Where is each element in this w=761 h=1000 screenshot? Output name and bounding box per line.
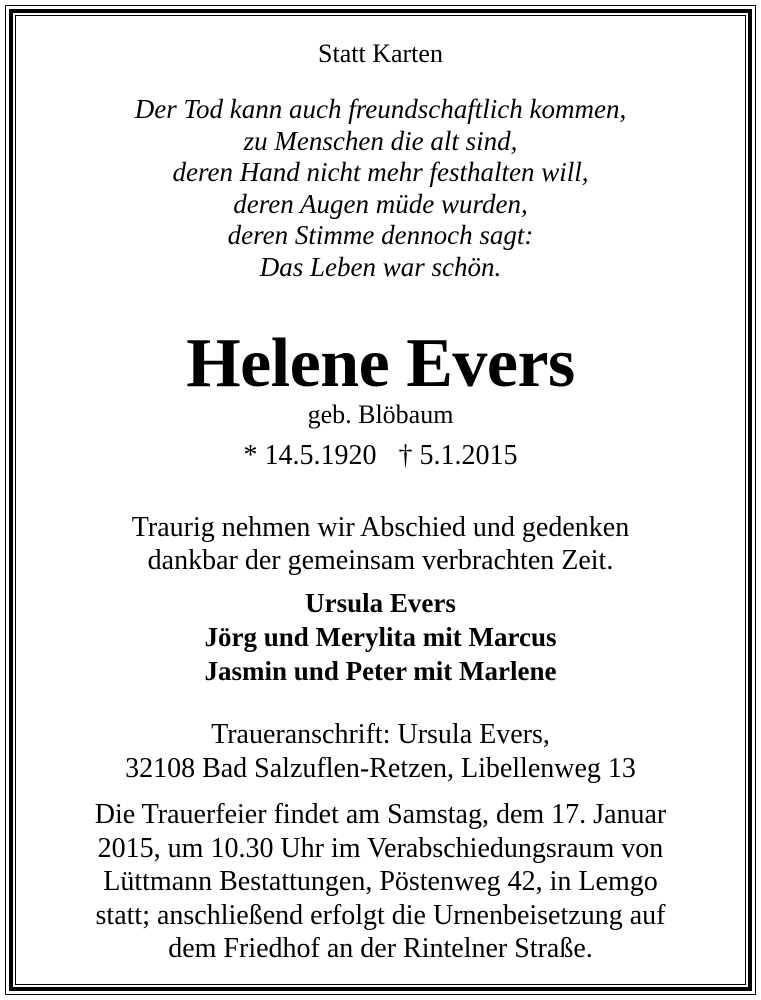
- family-member: Jörg und Merylita mit Marcus: [204, 622, 557, 652]
- birth-date: * 14.5.1920: [243, 440, 377, 471]
- poem-line: Das Leben war schön.: [259, 251, 502, 282]
- mourning-address: [13, 718, 748, 786]
- mourning-line: dankbar der gemeinsam verbrachten Zeit.: [147, 545, 614, 576]
- ceremony-line: Lüttmann Bestattungen, Pöstenweg 42, in Lemgo: [103, 866, 658, 897]
- poem: [13, 94, 748, 283]
- ceremony-line: 2015, um 10.30 Uhr im Verabschiedungsraum von: [97, 832, 664, 864]
- ceremony-line: statt; anschließend erfolgt die Urnenbeisetzung auf: [95, 899, 666, 931]
- ceremony-details: [13, 798, 748, 966]
- ceremony-line: Die Trauerfeier findet am Samstag, dem 17. Januar: [94, 799, 667, 830]
- family-list: [13, 586, 748, 688]
- poem-line: deren Hand nicht mehr festhalten will,: [172, 157, 589, 187]
- poem-line: deren Augen müde wurden,: [233, 188, 528, 219]
- family-member: Jasmin und Peter mit Marlene: [204, 656, 557, 686]
- ceremony-line: dem Friedhof an der Rintelner Straße.: [168, 933, 593, 964]
- obituary-notice: [13, 13, 748, 987]
- life-dates: [13, 440, 748, 472]
- notice-header: Statt Karten: [318, 39, 443, 68]
- mourning-line: Traurig nehmen wir Abschied und gedenken: [131, 512, 630, 543]
- deceased-name: Helene Evers: [186, 325, 575, 402]
- mourning-text: [13, 511, 748, 577]
- death-date: † 5.1.2015: [398, 440, 518, 471]
- address-line: Traueranschrift: Ursula Evers,: [211, 719, 550, 750]
- poem-line: deren Stimme dennoch sagt:: [227, 220, 534, 250]
- poem-line: Der Tod kann auch freundschaftlich kommen,: [134, 94, 627, 124]
- address-line: 32108 Bad Salzuflen-Retzen, Libellenweg 13: [125, 753, 636, 784]
- poem-line: zu Menschen die alt sind,: [243, 125, 518, 156]
- birth-name: geb. Blöbaum: [307, 400, 454, 429]
- family-member: Ursula Evers: [305, 588, 456, 618]
